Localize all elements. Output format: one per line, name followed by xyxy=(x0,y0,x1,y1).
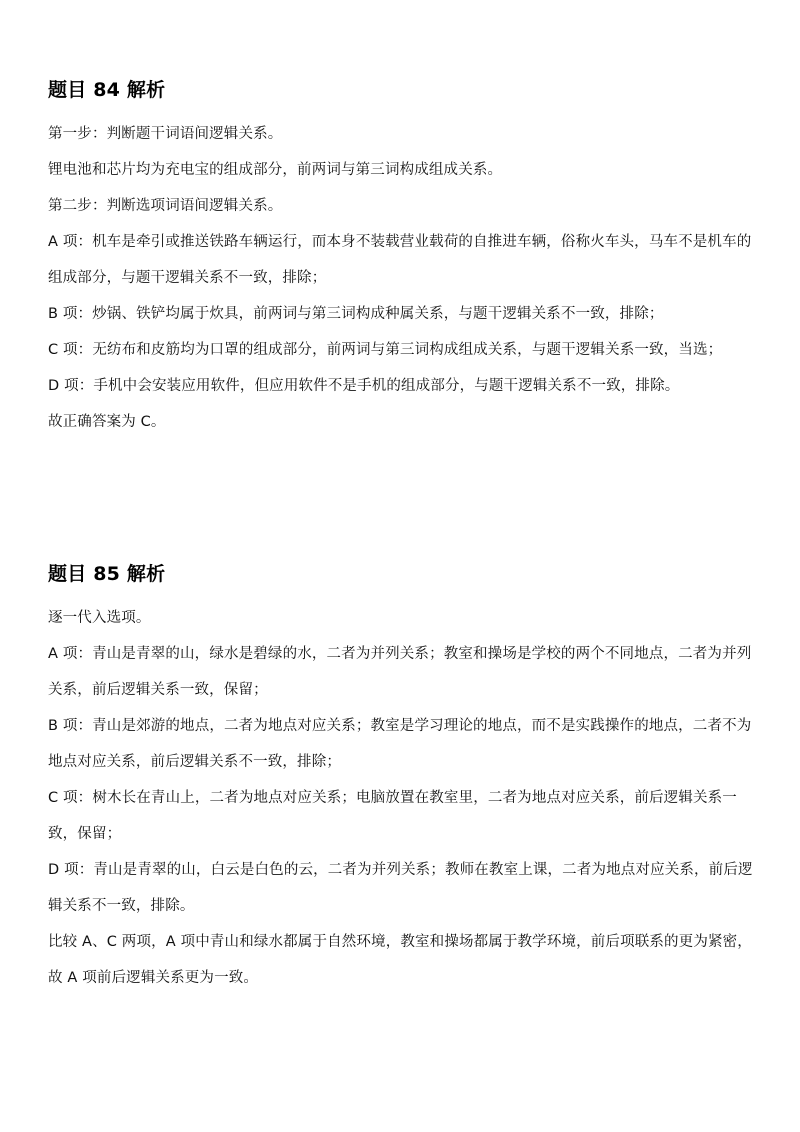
q84-paragraph: 第二步：判断选项词语间逻辑关系。 xyxy=(48,198,283,214)
q85-heading: 题目 85 解析 xyxy=(48,563,166,585)
q85-paragraph: A 项：青山是青翠的山，绿水是碧绿的水，二者为并列关系；教室和操场是学校的两个不同地点，二者为并列关系，前后逻辑关系一致，保留； xyxy=(48,646,752,698)
q84-paragraph: C 项：无纺布和皮筋均为口罩的组成部分，前两词与第三词构成组成关系，与题干逻辑关系一致，当选； xyxy=(48,342,723,358)
q85-paragraph: 逐一代入选项。 xyxy=(48,610,151,626)
q84-paragraph: D 项：手机中会安装应用软件，但应用软件不是手机的组成部分，与题干逻辑关系不一致，排除。 xyxy=(48,378,680,394)
q84-paragraph: 故正确答案为 C。 xyxy=(48,414,166,430)
q84-paragraph: B 项：炒锅、铁铲均属于炊具，前两词与第三词构成种属关系，与题干逻辑关系不一致，排除； xyxy=(48,306,664,322)
q85-paragraph: B 项：青山是郊游的地点，二者为地点对应关系；教室是学习理论的地点，而不是实践操作的地点，二者不为地点对应关系，前后逻辑关系不一致，排除； xyxy=(48,718,752,770)
q85-paragraph: 比较 A、C 两项，A 项中青山和绿水都属于自然环境，教室和操场都属于教学环境，前后项联系的更为紧密，故 A 项前后逻辑关系更为一致。 xyxy=(48,934,752,986)
q84-paragraph: 锂电池和芯片均为充电宝的组成部分，前两词与第三词构成组成关系。 xyxy=(48,162,503,178)
q84-heading: 题目 84 解析 xyxy=(48,79,166,101)
q85-section xyxy=(48,562,760,996)
q85-body xyxy=(48,600,760,996)
q84-paragraph: 第一步：判断题干词语间逻辑关系。 xyxy=(48,126,283,142)
q84-body xyxy=(48,116,760,440)
q84-paragraph: A 项：机车是牵引或推送铁路车辆运行，而本身不装载营业载荷的自推进车辆，俗称火车头，马车不是机车的组成部分，与题干逻辑关系不一致，排除； xyxy=(48,234,752,286)
q84-section xyxy=(48,78,760,440)
q85-paragraph: C 项：树木长在青山上，二者为地点对应关系；电脑放置在教室里，二者为地点对应关系，前后逻辑关系一致，保留； xyxy=(48,790,737,842)
q85-paragraph: D 项：青山是青翠的山，白云是白色的云，二者为并列关系；教师在教室上课，二者为地点对应关系，前后逻辑关系不一致，排除。 xyxy=(48,862,753,914)
